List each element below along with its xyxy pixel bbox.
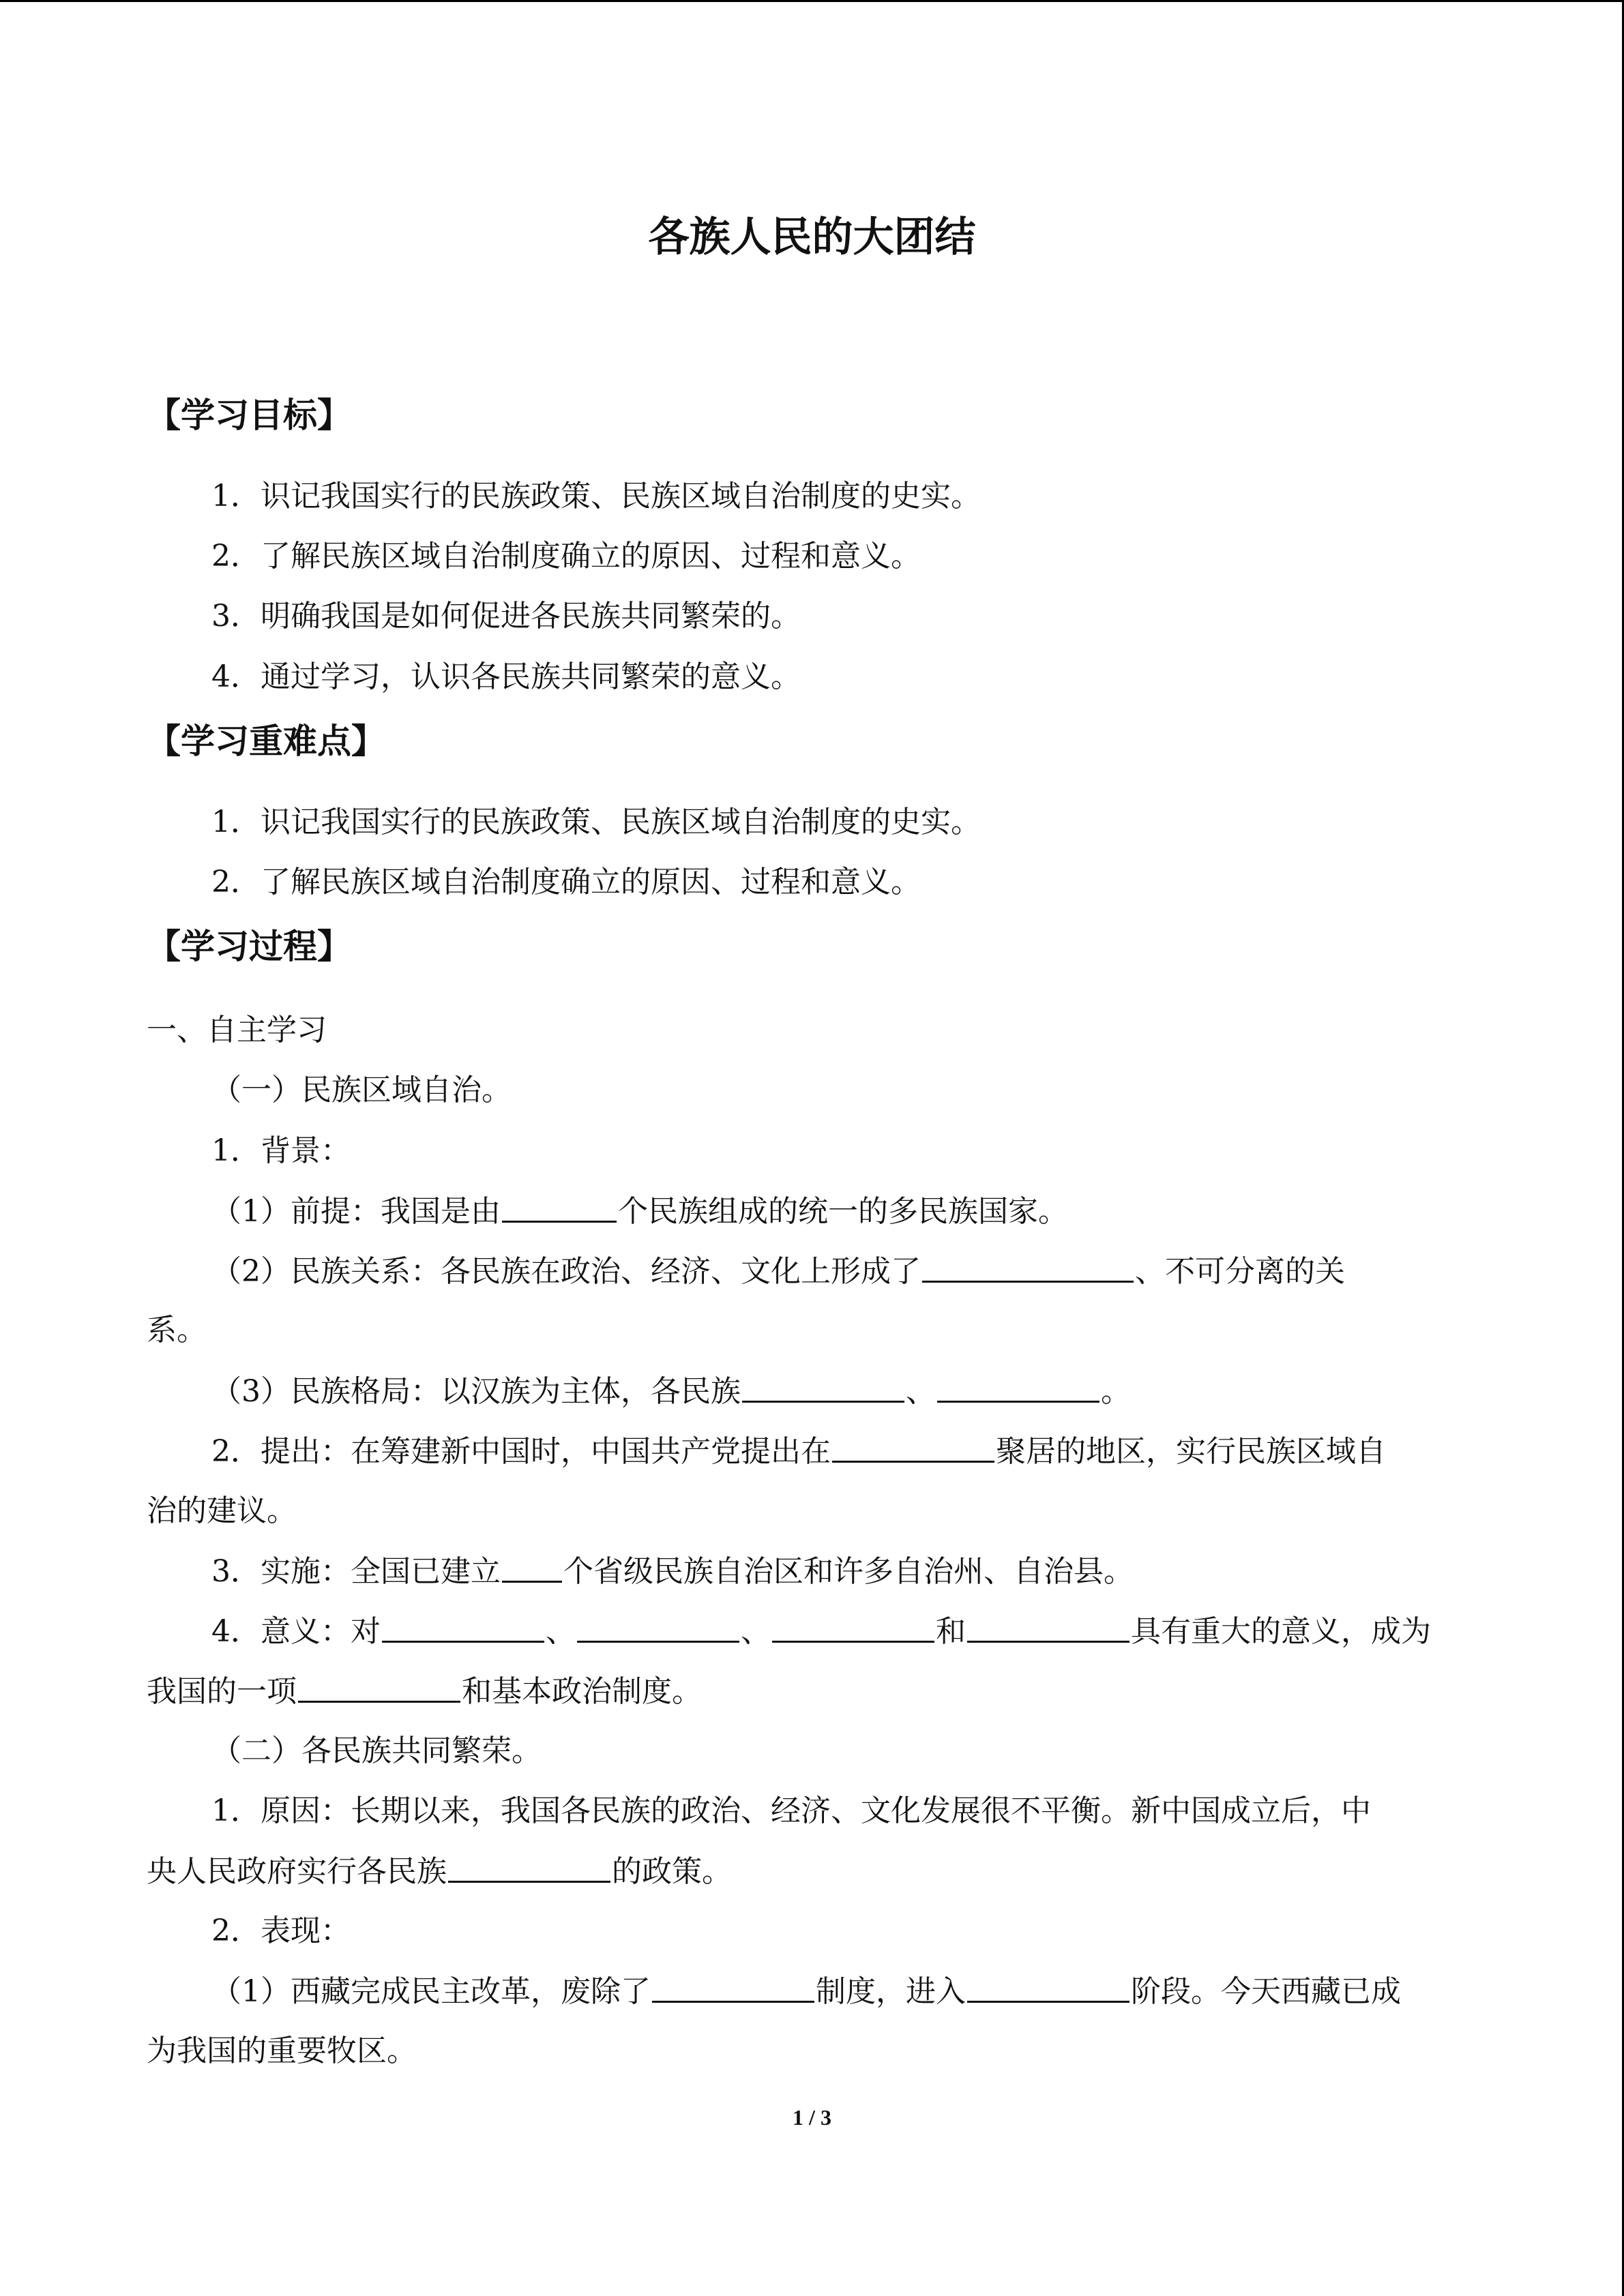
manifestation-label: 2．表现： [211,1913,351,1948]
tibet-line-cont: 为我国的重要牧区。 [147,2033,417,2068]
heading-learning-goals: 【学习目标】 [147,396,351,435]
proposal-text: 2．提出：在筹建新中国时，中国共产党提出在 [211,1434,831,1469]
goal-item: 3．明确我国是如何促进各民族共同繁荣的。 [211,599,801,633]
reason-line-cont [147,1851,732,1892]
relation-text: （2）民族关系：各民族在政治、经济、文化上形成了 [211,1254,921,1289]
tibet-text: （1）西藏完成民主改革，废除了 [211,1974,651,2009]
pattern-text: （3）民族格局：以汉族为主体，各民族 [211,1374,741,1409]
proposal-line [211,1431,1386,1472]
significance-text: 4．意义：对 [211,1614,381,1649]
reason-text: 央人民政府实行各民族 [147,1854,447,1889]
relation-line [211,1251,1345,1292]
fill-blank[interactable] [832,1431,994,1463]
premise-text: （1）前提：我国是由 [211,1194,501,1229]
fill-blank[interactable] [577,1611,739,1643]
reason-text-end: 的政策。 [612,1854,732,1889]
implementation-line [211,1551,1134,1592]
tibet-text-end: 阶段。今天西藏已成 [1131,1974,1401,2009]
punctuation: 、 [741,1614,771,1649]
fill-blank[interactable] [772,1611,934,1643]
premise-text-end: 个民族组成的统一的多民族国家。 [618,1194,1068,1229]
fill-blank[interactable] [967,1611,1130,1643]
key-point-item: 2．了解民族区域自治制度确立的原因、过程和意义。 [211,865,921,899]
proposal-line-cont: 治的建议。 [147,1493,297,1528]
proposal-text-end: 聚居的地区，实行民族区域自 [996,1434,1386,1469]
implementation-text-end: 个省级民族自治区和许多自治州、自治县。 [563,1554,1134,1589]
fill-blank[interactable] [652,1971,814,2003]
fill-blank[interactable] [937,1371,1099,1403]
document-title: 各族人民的大团结 [648,213,976,261]
section-self-study: 一、自主学习 [147,1013,327,1047]
fill-blank[interactable] [922,1251,1134,1283]
page-number: 1 / 3 [793,2105,831,2130]
subsection-common-prosperity: （二）各民族共同繁荣。 [211,1733,542,1768]
key-point-item: 1．识记我国实行的民族政策、民族区域自治制度的史实。 [211,805,981,839]
subsection-regional-autonomy: （一）民族区域自治。 [211,1073,512,1107]
relation-line-cont: 系。 [147,1313,207,1347]
goal-item: 4．通过学习，认识各民族共同繁荣的意义。 [211,659,801,694]
punctuation: 、 [546,1614,576,1649]
pattern-line [211,1371,1131,1412]
goal-item: 2．了解民族区域自治制度确立的原因、过程和意义。 [211,539,921,573]
fill-blank[interactable] [502,1191,617,1223]
tibet-text-mid: 制度，进入 [816,1974,966,2009]
fill-blank[interactable] [502,1551,562,1583]
significance-line-cont [147,1671,702,1712]
implementation-text: 3．实施：全国已建立 [211,1554,501,1589]
punctuation: 、 [906,1374,936,1409]
reason-line: 1．原因：长期以来，我国各民族的政治、经济、文化发展很不平衡。新中国成立后，中 [211,1793,1371,1828]
significance-line [211,1611,1431,1652]
conjunction: 和 [936,1614,966,1649]
fill-blank[interactable] [967,1971,1130,2003]
heading-key-points: 【学习重难点】 [147,721,385,761]
background-label: 1．背景： [211,1133,351,1168]
fill-blank[interactable] [298,1671,460,1703]
punctuation: 。 [1101,1374,1131,1409]
fill-blank[interactable] [448,1851,610,1883]
tibet-line [211,1971,1401,2012]
relation-text-end: 、不可分离的关 [1135,1254,1345,1289]
significance-text-end: 和基本政治制度。 [462,1674,702,1709]
fill-blank[interactable] [742,1371,904,1403]
fill-blank[interactable] [382,1611,544,1643]
significance-text-cont: 我国的一项 [147,1674,297,1709]
significance-text-end: 具有重大的意义，成为 [1131,1614,1431,1649]
goal-item: 1．识记我国实行的民族政策、民族区域自治制度的史实。 [211,479,981,513]
heading-learning-process: 【学习过程】 [147,927,351,966]
premise-line [211,1191,1068,1232]
